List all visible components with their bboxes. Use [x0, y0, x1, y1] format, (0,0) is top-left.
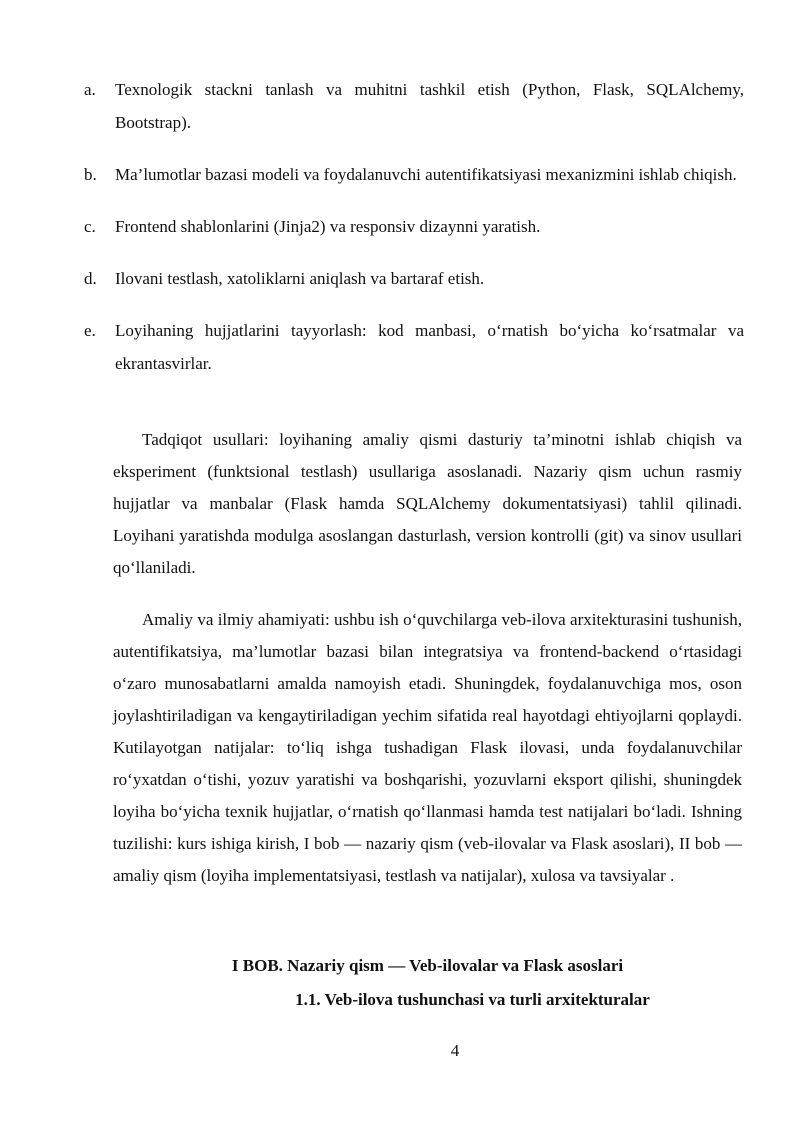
list-item: [84, 210, 744, 243]
list-item: [84, 158, 744, 191]
list-marker: b.: [84, 165, 97, 184]
list-item-text: Ma’lumotlar bazasi modeli va foydalanuvchi autentifikatsiyasi mexanizmini ishlab chiqish.: [115, 165, 737, 184]
list-item: [84, 73, 744, 139]
page-number: 4: [450, 1041, 460, 1060]
list-marker: d.: [84, 269, 97, 288]
task-list: [84, 73, 744, 399]
chapter-heading: I BOB. Nazariy qism — Veb-ilovalar va Flask asoslari: [231, 956, 624, 975]
list-item-text: Texnologik stackni tanlash va muhitni tashkil etish (Python, Flask, SQLAlchemy, Bootstrap).: [115, 80, 744, 132]
list-item-text: Frontend shablonlarini (Jinja2) va responsiv dizaynni yaratish.: [115, 217, 541, 236]
list-marker: c.: [84, 217, 96, 236]
list-item-text: Ilovani testlash, xatoliklarni aniqlash va bartaraf etish.: [115, 269, 485, 288]
list-item: [84, 262, 744, 295]
list-item: [84, 314, 744, 380]
significance-paragraph: Amaliy va ilmiy ahamiyati: ushbu ish o‘quvchilarga veb-ilova arxitekturasini tushunish, autentifikatsiya, ma’lumotlar bazasi bilan integratsiya va frontend-backend o‘rtasidagi o‘zaro munosabatlarni amalda namoyish etadi. Shuningdek, foydalanuvchiga mos, oson joylashtiriladigan va kengaytiriladigan yechim sifatida real hayotdagi ehtiyojlarni qoplaydi. Kutilayotgan natijalar: to‘liq ishga tushadigan Flask ilovasi, unda foydalanuvchilar ro‘yxatdan o‘tishi, yozuv yaratishi va boshqarishi, yozuvlarni eksport qilishi, shuningdek loyiha bo‘yicha texnik hujjatlar, o‘rnatish qo‘llanmasi hamda test natijalari bo‘ladi. Ishning tuzilishi: kurs ishiga kirish, I bob — nazariy qism (veb-ilovalar va Flask asoslari), II bob — amaliy qism (loyiha implementatsiyasi, testlash va natijalar), xulosa va tavsiyalar .: [113, 610, 742, 885]
research-methods-paragraph: Tadqiqot usullari: loyihaning amaliy qismi dasturiy ta’minotni ishlab chiqish va eksperiment (funktsional testlash) usullariga asoslanadi. Nazariy qism uchun rasmiy hujjatlar va manbalar (Flask hamda SQLAlchemy dokumentatsiyasi) tahlil qilinadi. Loyihani yaratishda modulga asoslangan dasturlash, version kontrolli (git) va sinov usullari qo‘llaniladi.: [113, 430, 742, 577]
list-item-text: Loyihaning hujjatlarini tayyorlash: kod manbasi, o‘rnatish bo‘yicha ko‘rsatmalar va ekrantasvirlar.: [115, 321, 744, 373]
list-marker: e.: [84, 321, 96, 340]
list-marker: a.: [84, 80, 96, 99]
section-heading: 1.1. Veb-ilova tushunchasi va turli arxitekturalar: [295, 990, 650, 1009]
